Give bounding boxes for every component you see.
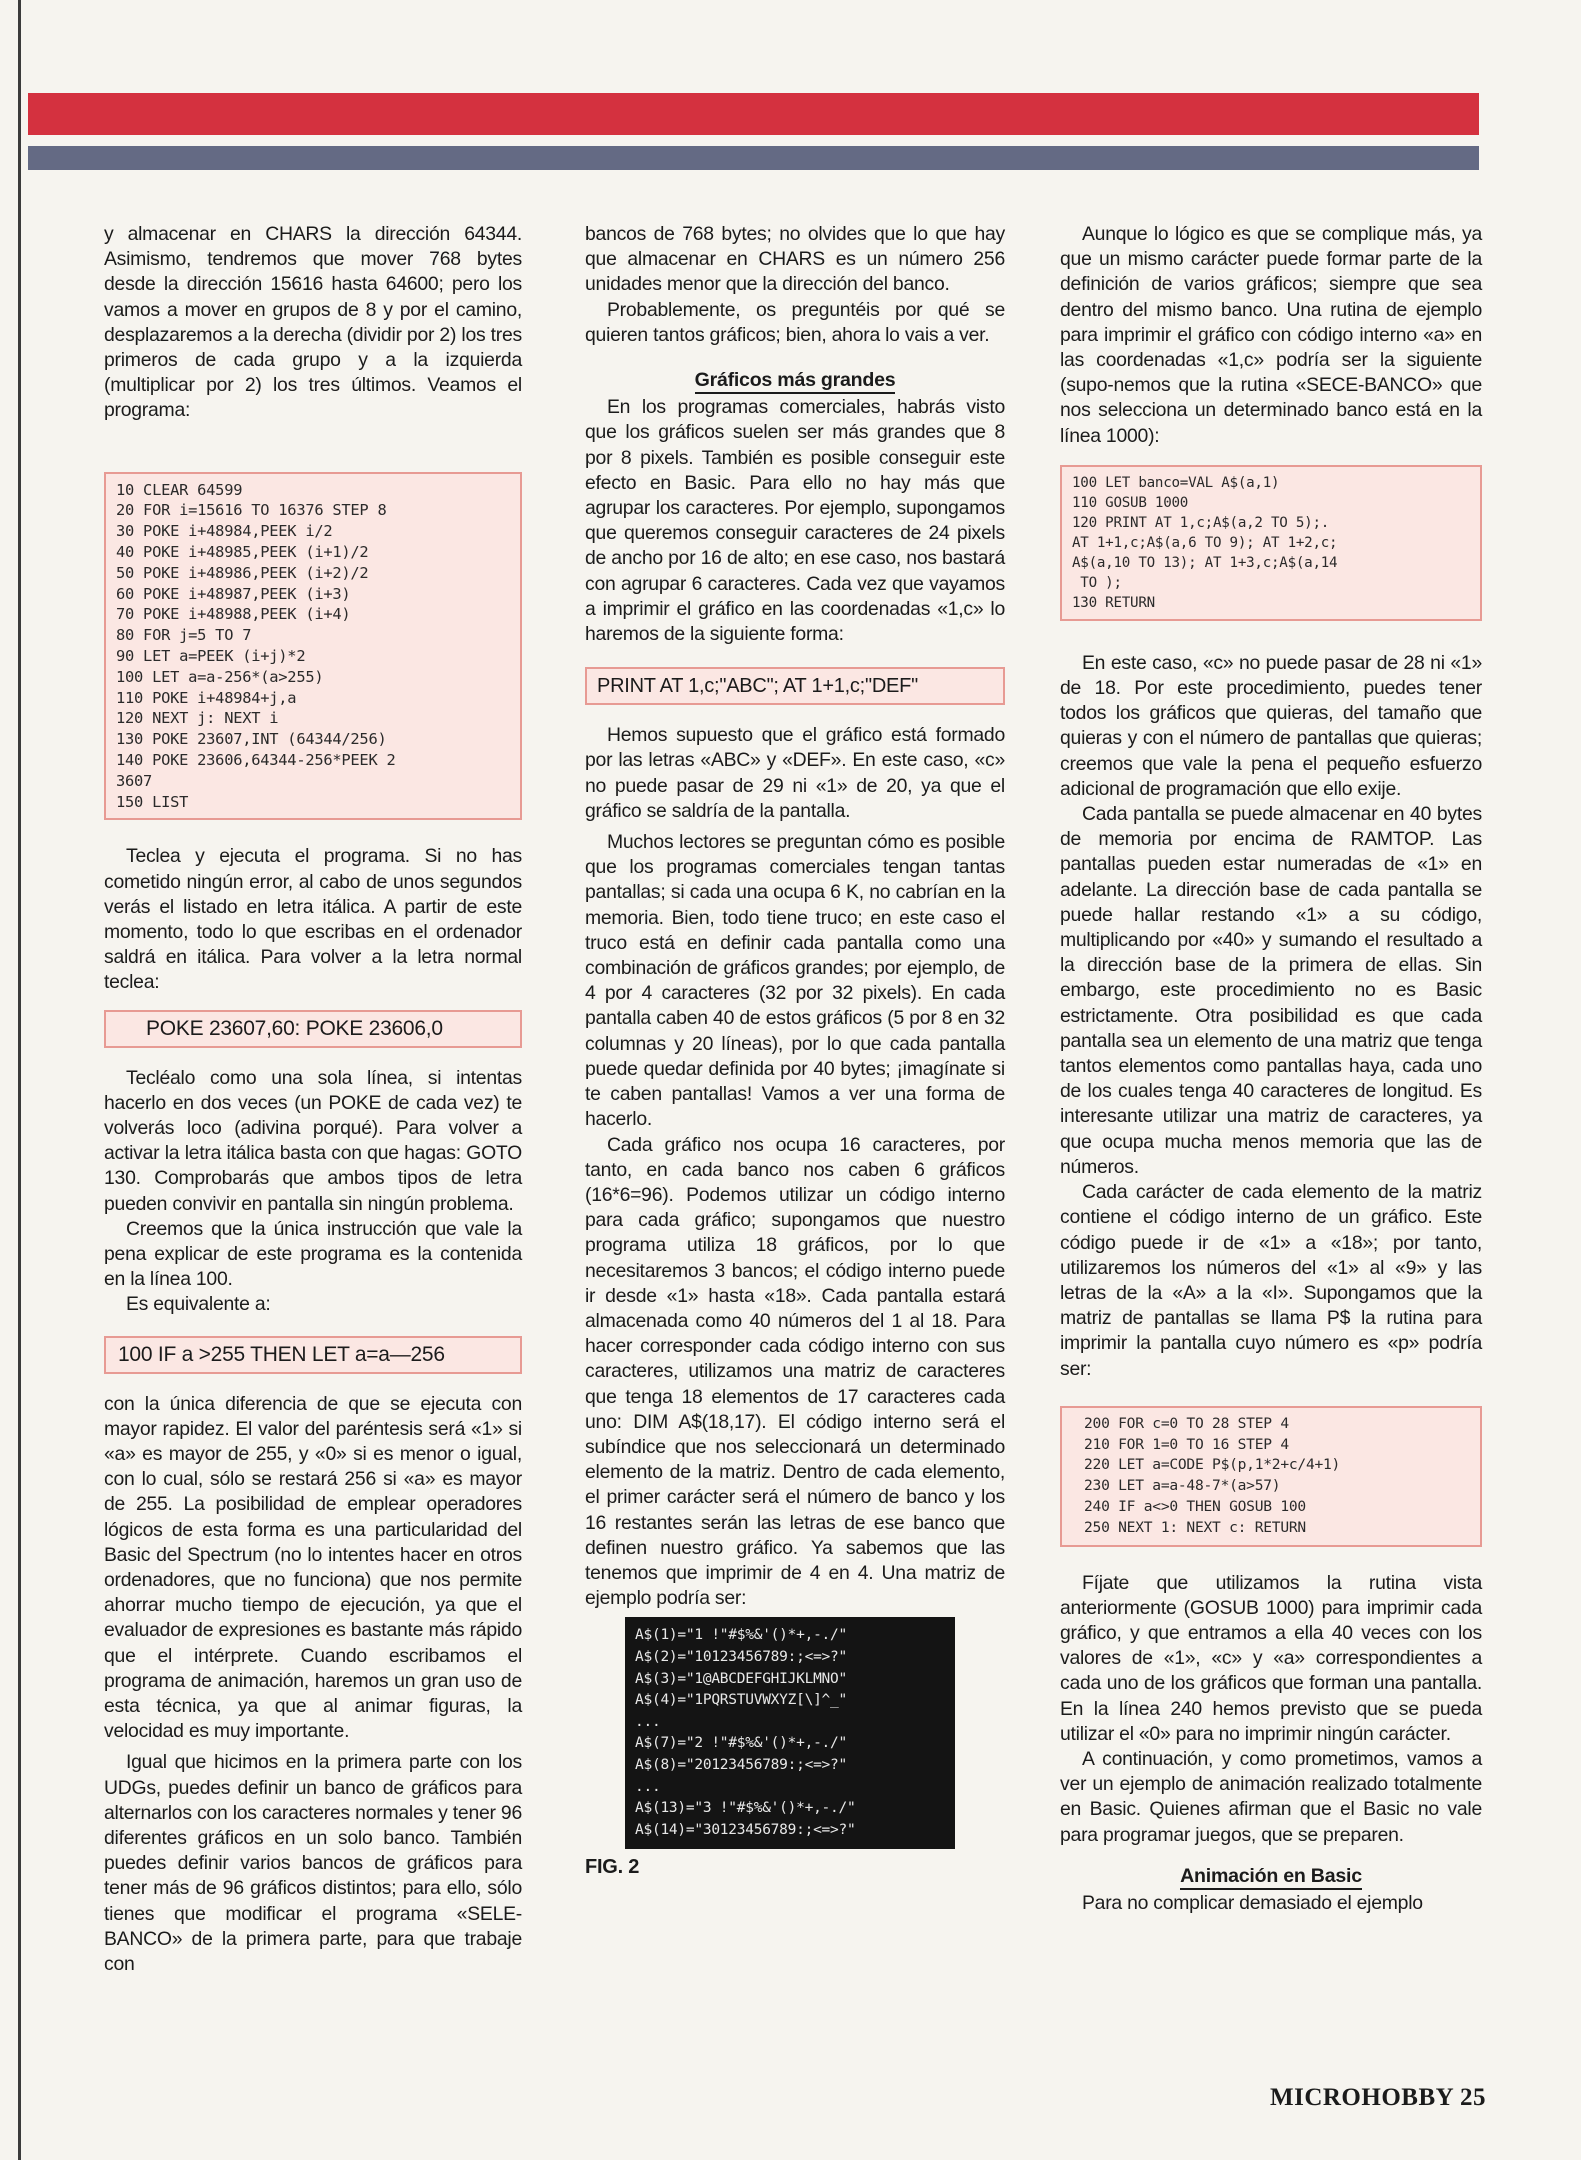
paragraph: Probablemente, os preguntéis por qué se quieren tantos gráficos; bien, ahora lo vais a ver. [585, 298, 1005, 346]
left-margin-rule [18, 0, 21, 2160]
paragraph: Creemos que la única instrucción que vale la pena explicar de este programa es la contenida en la línea 100. [104, 1217, 522, 1291]
figure-caption: FIG. 2 [585, 1856, 640, 1879]
paragraph: Para no complicar demasiado el ejemplo [1082, 1891, 1423, 1914]
paragraph: Igual que hicimos en la primera parte con los UDGs, puedes definir un banco de gráficos para alternarlos con los caracteres normales y tener 96 diferentes gráficos en un solo banco. También puedes definir varios bancos de gráficos para tener más de 96 gráficos distintos; para ello, sólo tienes que modificar el programa «SELE-BANCO» de la primera parte, para que trabaje con [104, 1751, 522, 1976]
section-heading [585, 368, 1005, 393]
code-listing-italic-font: 10 CLEAR 64599 20 FOR i=15616 TO 16376 STEP 8 30 POKE i+48984,PEEK i/2 40 POKE i+48985,PEEK (i+1)/2 50 POKE i+48986,PEEK (i+2)/2 60 POKE i+48987,PEEK (i+3) 70 POKE i+48988,PEEK (i+4) 80 FOR j=5 TO 7 90 LET a=PEEK (i+j)*2 100 LET a=a-256*(a>255) 110 POKE i+48984+j,a 120 NEXT j: NEXT i 130 POKE 23607,INT (64344/256) 140 POKE 23606,64344-256*PEEK 2 3607 150 LIST [104, 472, 522, 821]
paragraph: En los programas comerciales, habrás visto que los gráficos suelen ser más grandes que 8 por 8 pixels. También es posible conseguir este efecto en Basic. Para ello no hay más que agrupar los caracteres. Por ejemplo, supongamos que queremos conseguir caracteres de 24 pixels de ancho por 16 de alto; en ese caso, nos bastará con agrupar 6 caracteres. Cada vez que vayamos a imprimir el gráfico en las coordenadas «1,c» lo haremos de la siguiente forma: [585, 396, 1005, 646]
paragraph: Hemos supuesto que el gráfico está formado por las letras «ABC» y «DEF». En este caso, «c» no puede pasar de 29 ni «1» de 20, ya que el gráfico se saldría de la pantalla. [585, 724, 1005, 822]
code-line-equivalent: 100 IF a >255 THEN LET a=a—256 [104, 1336, 522, 1374]
code-listing-print-routine: 100 LET banco=VAL A$(a,1) 110 GOSUB 1000 120 PRINT AT 1,c;A$(a,2 TO 5);. AT 1+1,c;A$(a,6 TO 9); AT 1+2,c; A$(a,10 TO 13); AT 1+3,c;A$(a,14 TO ); 130 RETURN [1060, 465, 1482, 621]
paragraph: Cada gráfico nos ocupa 16 caracteres, por tanto, en cada banco nos caben 6 gráficos (16*6=96). Podemos utilizar un código interno para cada gráfico; supongamos que nuestro programa utiliza 18 gráficos, por lo que necesitaremos 3 bancos; el código interno puede ir desde «1» hasta «18». Cada pantalla estará almacenada como 40 números del 1 al 18. Para hacer corresponder cada código interno con sus caracteres, utilizamos una matriz de caracteres que tenga 18 elementos de 17 caracteres cada uno: DIM A$(18,17). El código interno será el subíndice que nos seleccionará un determinado elemento de la matriz. Dentro de cada elemento, el primer carácter será el número de banco y los 16 restantes serán las letras de ese banco que definen nuestro gráfico. Ya sabemos que las tenemos que imprimir de 4 en 4. Una matriz de ejemplo podría ser: [585, 1133, 1005, 1610]
column-3 [1060, 222, 1482, 1916]
paragraph: A continuación, y como prometimos, vamos a ver un ejemplo de animación realizado totalmente en Basic. Quienes afirman que el Basic no vale para programar juegos, que se preparen. [1060, 1747, 1482, 1846]
paragraph: Aunque lo lógico es que se complique más, ya que un mismo carácter puede formar parte de la definición de varios gráficos; siempre que sea dentro del mismo banco. Una rutina de ejemplo para imprimir el gráfico con código interno «a» en las coordenadas «1,c» podría ser la siguiente (supo-nemos que la rutina «SECE-BANCO» que nos selecciona un determinado banco está en la línea 1000): [1060, 223, 1482, 447]
paragraph: Es equivalente a: [126, 1293, 271, 1316]
section-heading [1060, 1864, 1482, 1889]
column-2 [585, 222, 1005, 1881]
paragraph: Cada pantalla se puede almacenar en 40 bytes de memoria por encima de RAMTOP. Las pantallas pueden estar numeradas de «1» en adelante. La dirección base de cada pantalla se puede hallar restando «1» a su código, multiplicando por «40» y sumando el resultado a la dirección base de la primera de ellas. Sin embargo, este procedimiento no es Basic estrictamente. Otra posibilidad es que cada pantalla sea un elemento de una matriz que tenga tantos elementos como pantallas haya, cada uno de los cuales tenga 40 caracteres de longitud. Es interesante utilizar una matriz de caracteres, ya que ocupa mucha menos memoria que las de números. [1060, 803, 1482, 1178]
column-1 [104, 222, 522, 1977]
section-heading-text: Animación en Basic [1180, 1865, 1362, 1890]
code-listing-screen-routine: 200 FOR c=0 TO 28 STEP 4 210 FOR 1=0 TO 16 STEP 4 220 LET a=CODE P$(p,1*2+c/4+1) 230 LET a=a-48-7*(a>57) 240 IF a<>0 THEN GOSUB 100 250 NEXT 1: NEXT c: RETURN [1060, 1406, 1482, 1547]
paragraph: con la única diferencia de que se ejecuta con mayor rapidez. El valor del paréntesis será «1» si «a» es mayor de 255, y «0» si es menor o igual, con lo cual, sólo se restará 256 si «a» es mayor de 255. La posibilidad de emplear operadores lógicos de esta forma es una particularidad del Basic del Spectrum (no lo intentes hacer en otros ordenadores, que no funciona) que nos permite ahorrar mucho tiempo de ejecución, ya que el evaluador de expresiones es bastante más rápido que el intérprete. Cuando escribamos el programa de animación, haremos un gran uso de esta técnica, ya que al animar figuras, la velocidad es muy importante. [104, 1392, 522, 1743]
spectrum-screen-figure: A$(1)="1 !"#$%&'()*+,-./" A$(2)="10123456789:;<=>?" A$(3)="1@ABCDEFGHIJKLMNO" A$(4)="1PQRSTUVWXYZ[\]^_" ... A$(7)="2 !"#$%&'()*+,-./" A$(8)="20123456789:;<=>?" ... A$(13)="3 !"#$%&'()*+,-./" A$(14)="30123456789:;<=>?" [625, 1617, 955, 1849]
header-gray-bar [28, 146, 1479, 170]
paragraph: En este caso, «c» no puede pasar de 28 ni «1» de 18. Por este procedimiento, puedes tener todos los gráficos que quieras, del tamaño que quieras y con el número de pantallas que quieras; creemos que vale la pena el pequeño esfuerzo adicional de programación que ello exije. [1060, 651, 1482, 800]
paragraph: Fíjate que utilizamos la rutina vista anteriormente (GOSUB 1000) para imprimir cada gráfico, y que entramos a ella 40 veces con los valores de «1», «c» y «a» correspondientes a cada uno de los gráficos que forman una pantalla. En la línea 240 hemos previsto que se pueda utilizar el «0» para no imprimir ningún carácter. [1060, 1571, 1482, 1745]
paragraph: Tecléalo como una sola línea, si intentas hacerlo en dos veces (un POKE de cada vez) te volverás loco (adivina porqué). Para volver a activar la letra itálica basta con que hagas: GOTO 130. Comprobarás que ambos tipos de letra pueden convivir en pantalla sin ningún problema. [104, 1066, 522, 1215]
code-line-print: PRINT AT 1,c;"ABC"; AT 1+1,c;"DEF" [585, 667, 1005, 705]
paragraph: bancos de 768 bytes; no olvides que lo que hay que almacenar en CHARS es un número 256 unidades menor que la dirección del banco. [585, 223, 1005, 296]
paragraph: Cada carácter de cada elemento de la matriz contiene el código interno de un gráfico. Este código puede ir de «1» a «18»; por tanto, utilizaremos los números del «1» al «9» y las letras de la «A» a la «I». Supongamos que la matriz de pantallas se llama P$ la rutina para imprimir la pantalla cuyo número es «p» podría ser: [1060, 1181, 1482, 1380]
page-footer: MICROHOBBY 25 [1270, 2084, 1486, 2111]
header-red-bar [28, 93, 1479, 135]
section-heading-text: Gráficos más grandes [695, 369, 896, 394]
code-line-normal-font: POKE 23607,60: POKE 23606,0 [104, 1010, 522, 1048]
paragraph: y almacenar en CHARS la dirección 64344. Asimismo, tendremos que mover 768 bytes desde la dirección 15616 hasta 64600; pero los vamos a mover en grupos de 8 y por el camino, desplazaremos a la derecha (dividir por 2) los tres primeros de cada grupo y a la izquierda (multiplicar por 2) los tres últimos. Veamos el programa: [104, 223, 522, 422]
paragraph: Teclea y ejecuta el programa. Si no has cometido ningún error, al cabo de unos segundos verás el listado en letra itálica. A partir de este momento, todo lo que escribas en el ordenador saldrá en itálica. Para volver a la letra normal teclea: [104, 845, 522, 994]
paragraph: Muchos lectores se preguntan cómo es posible que los programas comerciales tengan tantas pantallas; si cada una ocupa 6 K, no cabrían en la memoria. Bien, todo tiene truco; en este caso el truco está en definir cada pantalla como una combinación de gráficos grandes; por ejemplo, de 4 por 4 caracteres (32 por 32 pixels). En cada pantalla caben 40 de estos gráficos (5 por 8 en 32 columnas y 20 líneas), por lo que cada pantalla puede quedar definida por 40 bytes; ¡imagínate si te caben pantallas! Vamos a ver una forma de hacerlo. [585, 831, 1005, 1131]
